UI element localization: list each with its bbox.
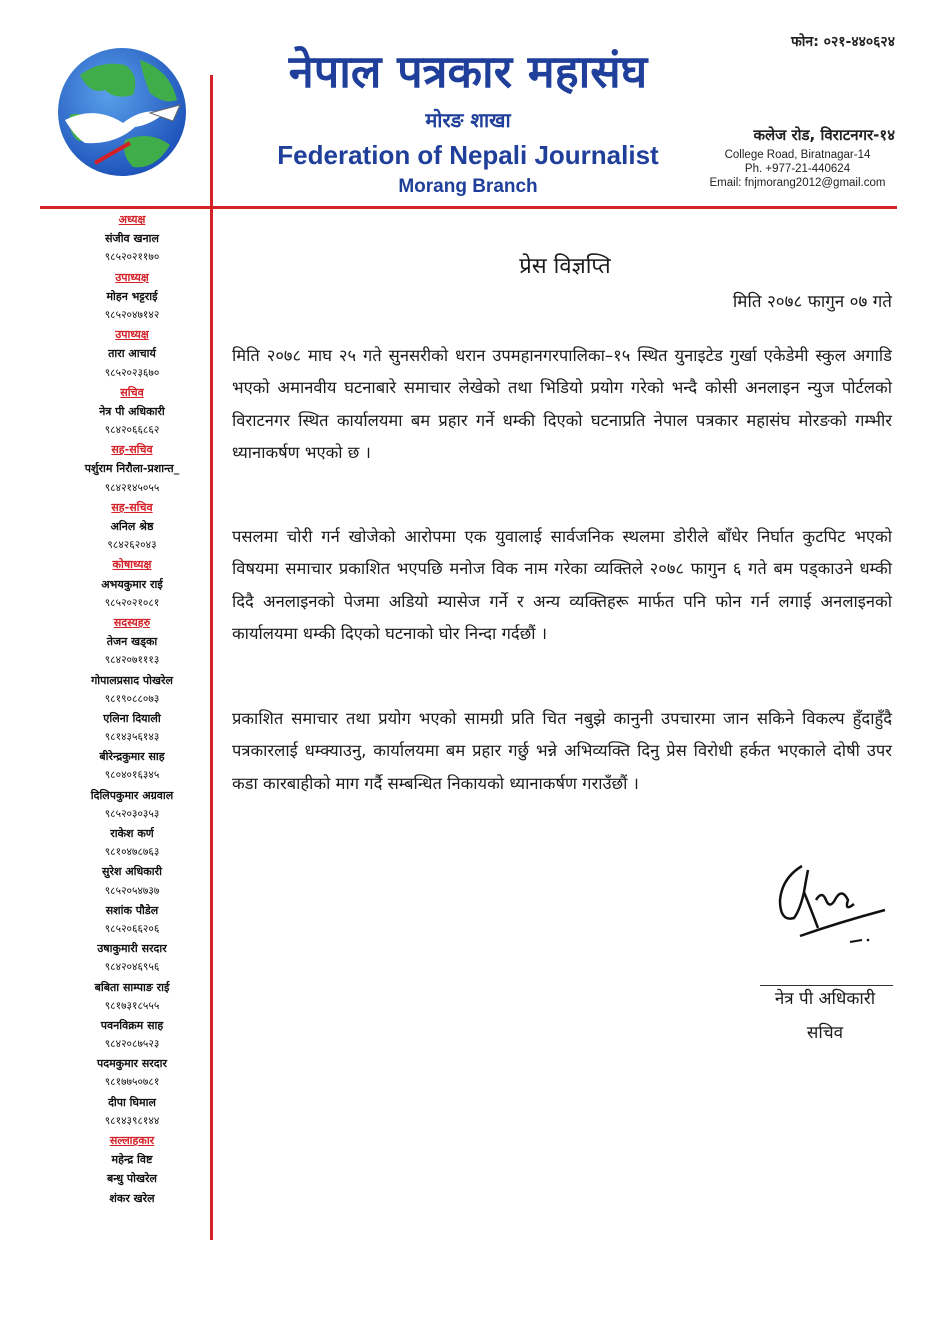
sidebar-phone: ९८४२१४५०५५ — [104, 481, 160, 494]
sidebar-phone: ९८५२०६६२०६ — [104, 922, 160, 935]
paragraph-1: मिति २०७८ माघ २५ गते सुनसरीको धरान उपमहानगरपालिका–१५ स्थित युनाइटेड गुर्खा एकेडेमी स्कुल अगाडि भएको अमानवीय घटनाबारे समाचार लेखेको तथा भिडियो प्रयोग गरेको भन्दै कोसी अनलाइन न्युज पोर्टलको विराटनगर स्थित कार्यालयमा बम प्रहार गर्ने धम्की दिएको घटनाप्रति नेपाल पत्रकार महासंघ मोरङको गम्भीर ध्यानाकर्षण भएको छ । — [232, 346, 892, 462]
sidebar-phone: ९८१०४७८७६३ — [104, 846, 160, 859]
sidebar-name: सुरेश अधिकारी — [102, 865, 162, 879]
sidebar-phone: ९८५२०३०३५३ — [104, 807, 160, 820]
sidebar-name: बन्धु पोखरेल — [107, 1172, 157, 1186]
sidebar-name: महेन्द्र विष्ट — [111, 1153, 153, 1167]
sidebar-phone: ९८५२०२१०८१ — [104, 596, 160, 609]
signatory-name: नेत्र पी अधिकारी — [774, 989, 876, 1009]
sidebar-role: उपाध्यक्ष — [115, 270, 149, 284]
sidebar-name: सशांक पौडेल — [105, 903, 159, 917]
sidebar-name: बबिता साम्पाङ राई — [94, 980, 170, 994]
sidebar-phone: ९८१४३५६१४३ — [104, 731, 160, 744]
office-bearers-list — [48, 210, 216, 1208]
signatory-title: सचिव — [806, 1023, 844, 1043]
sidebar-name: नेत्र पी अधिकारी — [99, 404, 165, 418]
sidebar-role: कोषाध्यक्ष — [112, 558, 152, 572]
sidebar-name: तेजन खड्का — [106, 635, 158, 649]
globe-dove-pen-logo-icon — [55, 45, 190, 180]
sidebar-phone: ९८४२०६६८६२ — [104, 424, 160, 437]
sidebar-phone: ९८५२०२३६७० — [104, 366, 160, 379]
sidebar-role: अध्यक्ष — [118, 213, 146, 226]
paragraph-2: पसलमा चोरी गर्न खोजेको आरोपमा एक युवालाई सार्वजनिक स्थलमा डोरीले बाँधेर निर्घात कुटपिट भएको विषयमा समाचार प्रकाशित भएपछि मनोज विक नाम गरेका व्यक्तिले २०७८ फागुन ६ गते बम पड्काउने धम्की दिदै अनलाइनको पेजमा अडियो म्यासेज गर्ने र अन्य व्यक्तिहरू मार्फत पनि फोन गर्न लगाई अनलाइनको कार्यालयमा धम्की दिएको घटनाको घोर निन्दा गर्दछौं । — [232, 527, 892, 643]
sidebar-role: सह-सचिव — [111, 500, 153, 514]
contact-block-english — [700, 148, 895, 190]
sidebar-role: सह-सचिव — [111, 443, 153, 457]
phone-english: Ph. +977-21-440624 — [744, 163, 851, 175]
sidebar-phone: ९८१७७५०७८१ — [104, 1076, 160, 1089]
branch-name-english: Morang Branch — [398, 176, 538, 197]
org-title-english: Federation of Nepali Journalist — [277, 140, 659, 170]
sidebar-role: सल्लाहकार — [109, 1134, 155, 1147]
paragraph-3: प्रकाशित समाचार तथा प्रयोग भएको सामग्री प्रति चित नबुझे कानुनी उपचारमा जान सकिने विकल्प हुँदाहुँदै पत्रकारलाई धम्क्याउनु, कार्यालयमा बम प्रहार गर्छु भन्ने अभिव्यक्ति दिनु प्रेस विरोधी हर्कत भएकाले दोषी उपर कडा कारबाहीको माग गर्दै सम्बन्धित निकायको ध्यानाकर्षण गराउँछौं । — [232, 709, 892, 793]
sidebar-phone: ९८४२०४६९५६ — [104, 961, 160, 974]
sidebar-name: अभयकुमार राई — [101, 577, 163, 591]
sidebar-role: सचिव — [120, 385, 144, 399]
address-nepali: कलेज रोड, विराटनगर-१४ — [753, 126, 895, 144]
sidebar-phone: ९८५२०२११७० — [104, 251, 160, 264]
letter-date: मिति २०७८ फागुन ०७ गते — [732, 292, 892, 312]
sidebar-phone: ९८१७३१८५५५ — [104, 999, 160, 1012]
sidebar-name: राकेश कर्ण — [110, 827, 154, 840]
letter-heading: प्रेस विज्ञप्ति — [519, 254, 611, 279]
sidebar-name: बीरेन्द्रकुमार साह — [99, 750, 165, 764]
sidebar-name: शंकर खरेल — [109, 1191, 155, 1205]
sidebar-phone: ९८१९०८८०७३ — [104, 692, 160, 705]
branch-name-nepali: मोरङ शाखा — [425, 108, 511, 132]
sidebar-name: मोहन भट्टराई — [106, 289, 158, 303]
sidebar-name: गोपालप्रसाद पोखरेल — [91, 673, 173, 687]
phone-number-nepali: फोन: ०२१-४४०६२४ — [791, 34, 895, 50]
sidebar-phone: ९८४२६२०४३ — [107, 539, 157, 552]
sidebar-name: पदमकुमार सरदार — [97, 1057, 167, 1071]
sidebar-phone: ९८५२०५४७३७ — [104, 884, 160, 897]
sidebar-phone: ९८१४३९८१४४ — [104, 1114, 160, 1127]
sidebar-phone: ९८५२०४७१४२ — [104, 308, 160, 321]
sidebar-phone: ९८४२०७१११३ — [104, 654, 160, 667]
sidebar-role: उपाध्यक्ष — [115, 328, 149, 342]
address-english: College Road, Biratnagar-14 — [724, 149, 871, 161]
sidebar-name: अनिल श्रेष्ठ — [110, 520, 154, 533]
sidebar-name: पवनविक्रम साह — [100, 1018, 164, 1032]
sidebar-name: दिलिपकुमार अग्रवाल — [90, 788, 174, 802]
horizontal-divider — [40, 206, 897, 209]
sidebar-name: दीपा घिमाल — [108, 1095, 156, 1109]
sidebar-name: संजीव खनाल — [105, 232, 159, 246]
org-title-nepali: नेपाल पत्रकार महासंघ — [288, 45, 648, 98]
sidebar-phone: ९८४२०८७५२३ — [104, 1038, 160, 1051]
sidebar-phone: ९८०४०१६३४५ — [104, 769, 160, 782]
email-address: Email: fnjmorang2012@gmail.com — [709, 177, 886, 189]
sidebar-name: तारा आचार्य — [108, 347, 156, 361]
sidebar-name: उषाकुमारी सरदार — [97, 942, 167, 956]
sidebar-name: एलिना दियाली — [103, 711, 161, 725]
sidebar-name: पर्शुराम निरौला-प्रशान्त_ — [84, 462, 180, 476]
handwritten-signature-icon — [770, 860, 895, 952]
sidebar-role: सदस्यहरु — [113, 615, 151, 629]
